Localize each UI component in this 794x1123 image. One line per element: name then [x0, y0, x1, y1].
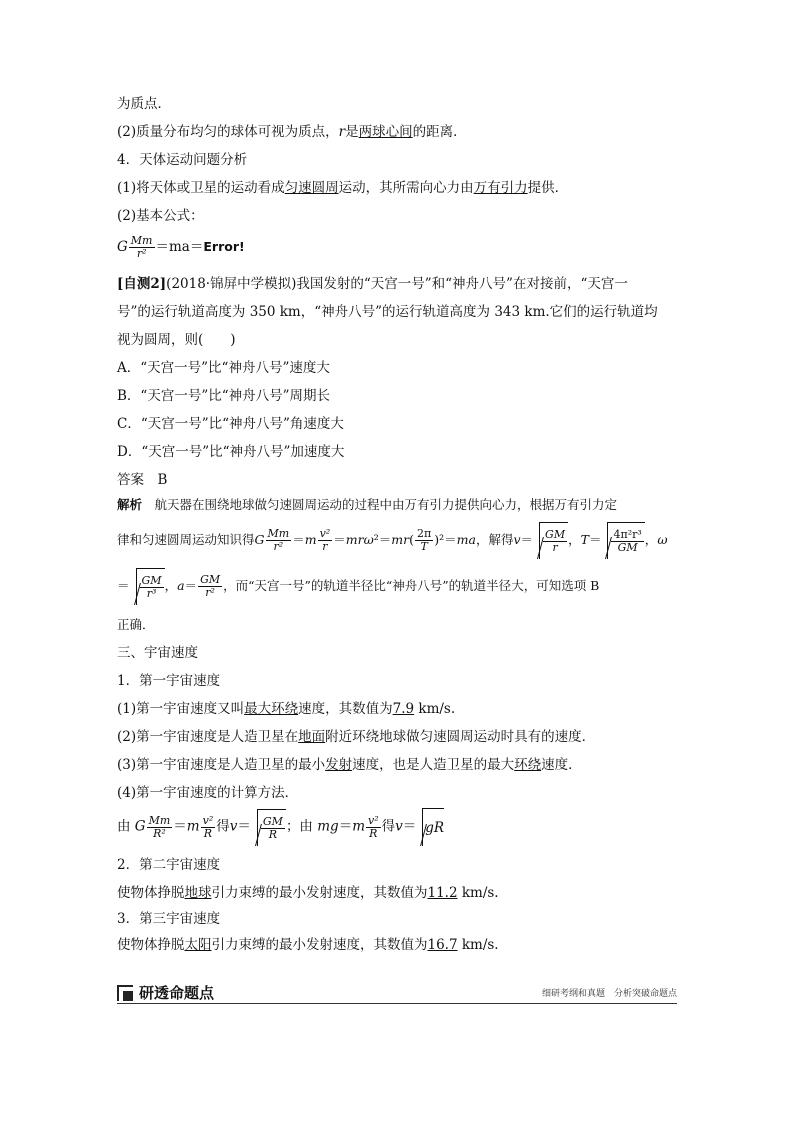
text-line: (1)第一宇宙速度又叫最大环绕速度，其数值为7.9 km/s.	[117, 701, 456, 717]
underlined-term: 两球心间	[358, 124, 413, 140]
text-line	[117, 179, 568, 197]
banner-title: 研透命题点	[139, 984, 215, 1002]
text-line	[117, 123, 467, 141]
underlined-term: 万有引力	[473, 180, 528, 196]
section-heading: 三、宇宙速度	[117, 645, 198, 661]
text: ，解得	[475, 532, 514, 547]
text: 的距离．	[412, 124, 467, 140]
option-c: C．“天宫一号”比“神舟八号”角速度大	[117, 416, 344, 432]
text: 是	[345, 124, 359, 140]
underlined-term: 最大环绕	[244, 701, 299, 717]
fraction: $\frac{Mm}{\text{r²}}$	[130, 234, 153, 260]
underlined-term: 太阳	[184, 937, 212, 953]
underlined-value: 11.2	[427, 885, 458, 901]
option-b: B．“天宫一号”比“神舟八号”周期长	[117, 388, 331, 404]
question-line: 号”的运行轨道高度为 350 km，“神舟八号”的运行轨道高度为 343 km.它们的运行轨道均	[117, 304, 658, 320]
heading: 2．第二宇宙速度	[117, 857, 221, 873]
banner-icon	[117, 985, 133, 1001]
underlined-value: 16.7	[427, 937, 458, 953]
formula-g: G	[117, 239, 128, 255]
analysis-formula-line: 律和匀速圆周运动知识得G $\frac{Mm}{\text{r²}}$ ＝m $\frac{\text{v²}}{r}$ ＝mrω²＝mr( $\frac{2\pi}{T}$ )²＝ma，解得v＝ $\frac{GM}{r}$ ，T＝ $\frac{\text{4π²r³}}{GM}$ ，ω	[117, 522, 668, 559]
answer: 答案 B	[117, 472, 168, 488]
text-line: 为质点．	[117, 96, 171, 112]
text-line: (4)第一宇宙速度的计算方法．	[117, 785, 299, 801]
question-tag: [自测2]	[117, 276, 167, 292]
analysis-line	[117, 496, 617, 514]
text-line: (2)基本公式：	[117, 208, 204, 224]
var-r: r	[338, 124, 346, 140]
option-d: D．“天宫一号”比“神舟八号”加速度大	[117, 444, 345, 460]
text-line: (3)第一宇宙速度是人造卫星的最小发射速度，也是人造卫星的最大环绕速度．	[117, 757, 582, 773]
banner-subtitle: 细研考纲和真题 分析突破命题点	[541, 989, 677, 999]
analysis-tag: 解析	[117, 497, 143, 512]
text: (2)质量分布均匀的球体可视为质点，	[117, 124, 339, 140]
analysis-line: 正确．	[117, 617, 155, 632]
formula-first-velocity: 由 G $\frac{Mm}{\text{R²}}$ ＝m $\frac{\text{v²}}{R}$ 得v＝ $\frac{GM}{R}$ ；由 mg＝m $\frac{\text{v²}}{R}$ 得v＝ gR	[117, 808, 444, 846]
heading: 4．天体运动问题分析	[117, 152, 248, 168]
underlined-term: 地球	[184, 885, 212, 901]
error-text: Error!	[203, 239, 245, 254]
text: (2018·锦屏中学模拟)我国发射的“天宫一号”和“神舟八号”在对接前，“天宫一	[166, 276, 628, 292]
question-line	[117, 275, 628, 293]
underlined-term: 匀速圆周	[284, 180, 339, 196]
text-line: 使物体挣脱地球引力束缚的最小发射速度，其数值为11.2 km/s.	[117, 885, 499, 901]
section-banner	[117, 983, 677, 1004]
analysis-formula-line: ＝ $\frac{GM}{\text{r³}}$ ，a＝ $\frac{GM}{\text{r²}}$ ，而“天宫一号”的轨道半径比“神舟八号”的轨道半径大，可知选项 B	[117, 568, 599, 605]
underlined-term: 发射	[325, 757, 353, 773]
underlined-value: 7.9	[392, 701, 415, 717]
heading: 1．第一宇宙速度	[117, 673, 221, 689]
text: (1)将天体或卫星的运动看成	[117, 180, 285, 196]
formula-basic	[117, 232, 245, 262]
text: 运动，其所需向心力由	[338, 180, 474, 196]
text-line: 使物体挣脱太阳引力束缚的最小发射速度，其数值为16.7 km/s.	[117, 937, 499, 953]
formula-rest: ＝ma＝	[155, 239, 204, 255]
heading: 3．第三宇宙速度	[117, 911, 221, 927]
text-line: (2)第一宇宙速度是人造卫星在地面附近环绕地球做匀速圆周运动时具有的速度．	[117, 729, 596, 745]
option-a: A．“天宫一号”比“神舟八号”速度大	[117, 360, 330, 376]
underlined-term: 环绕	[514, 757, 542, 773]
text: 提供．	[527, 180, 569, 196]
text: 律和匀速圆周运动知识得	[117, 532, 255, 547]
text: 航天器在围绕地球做匀速圆周运动的过程中由万有引力提供向心力，根据万有引力定	[154, 497, 618, 512]
text: ，而“天宫一号”的轨道半径比“神舟八号”的轨道半径大，可知选项 B	[223, 578, 600, 593]
underlined-term: 地面	[298, 729, 326, 745]
question-line: 视为圆周，则( )	[117, 332, 236, 348]
